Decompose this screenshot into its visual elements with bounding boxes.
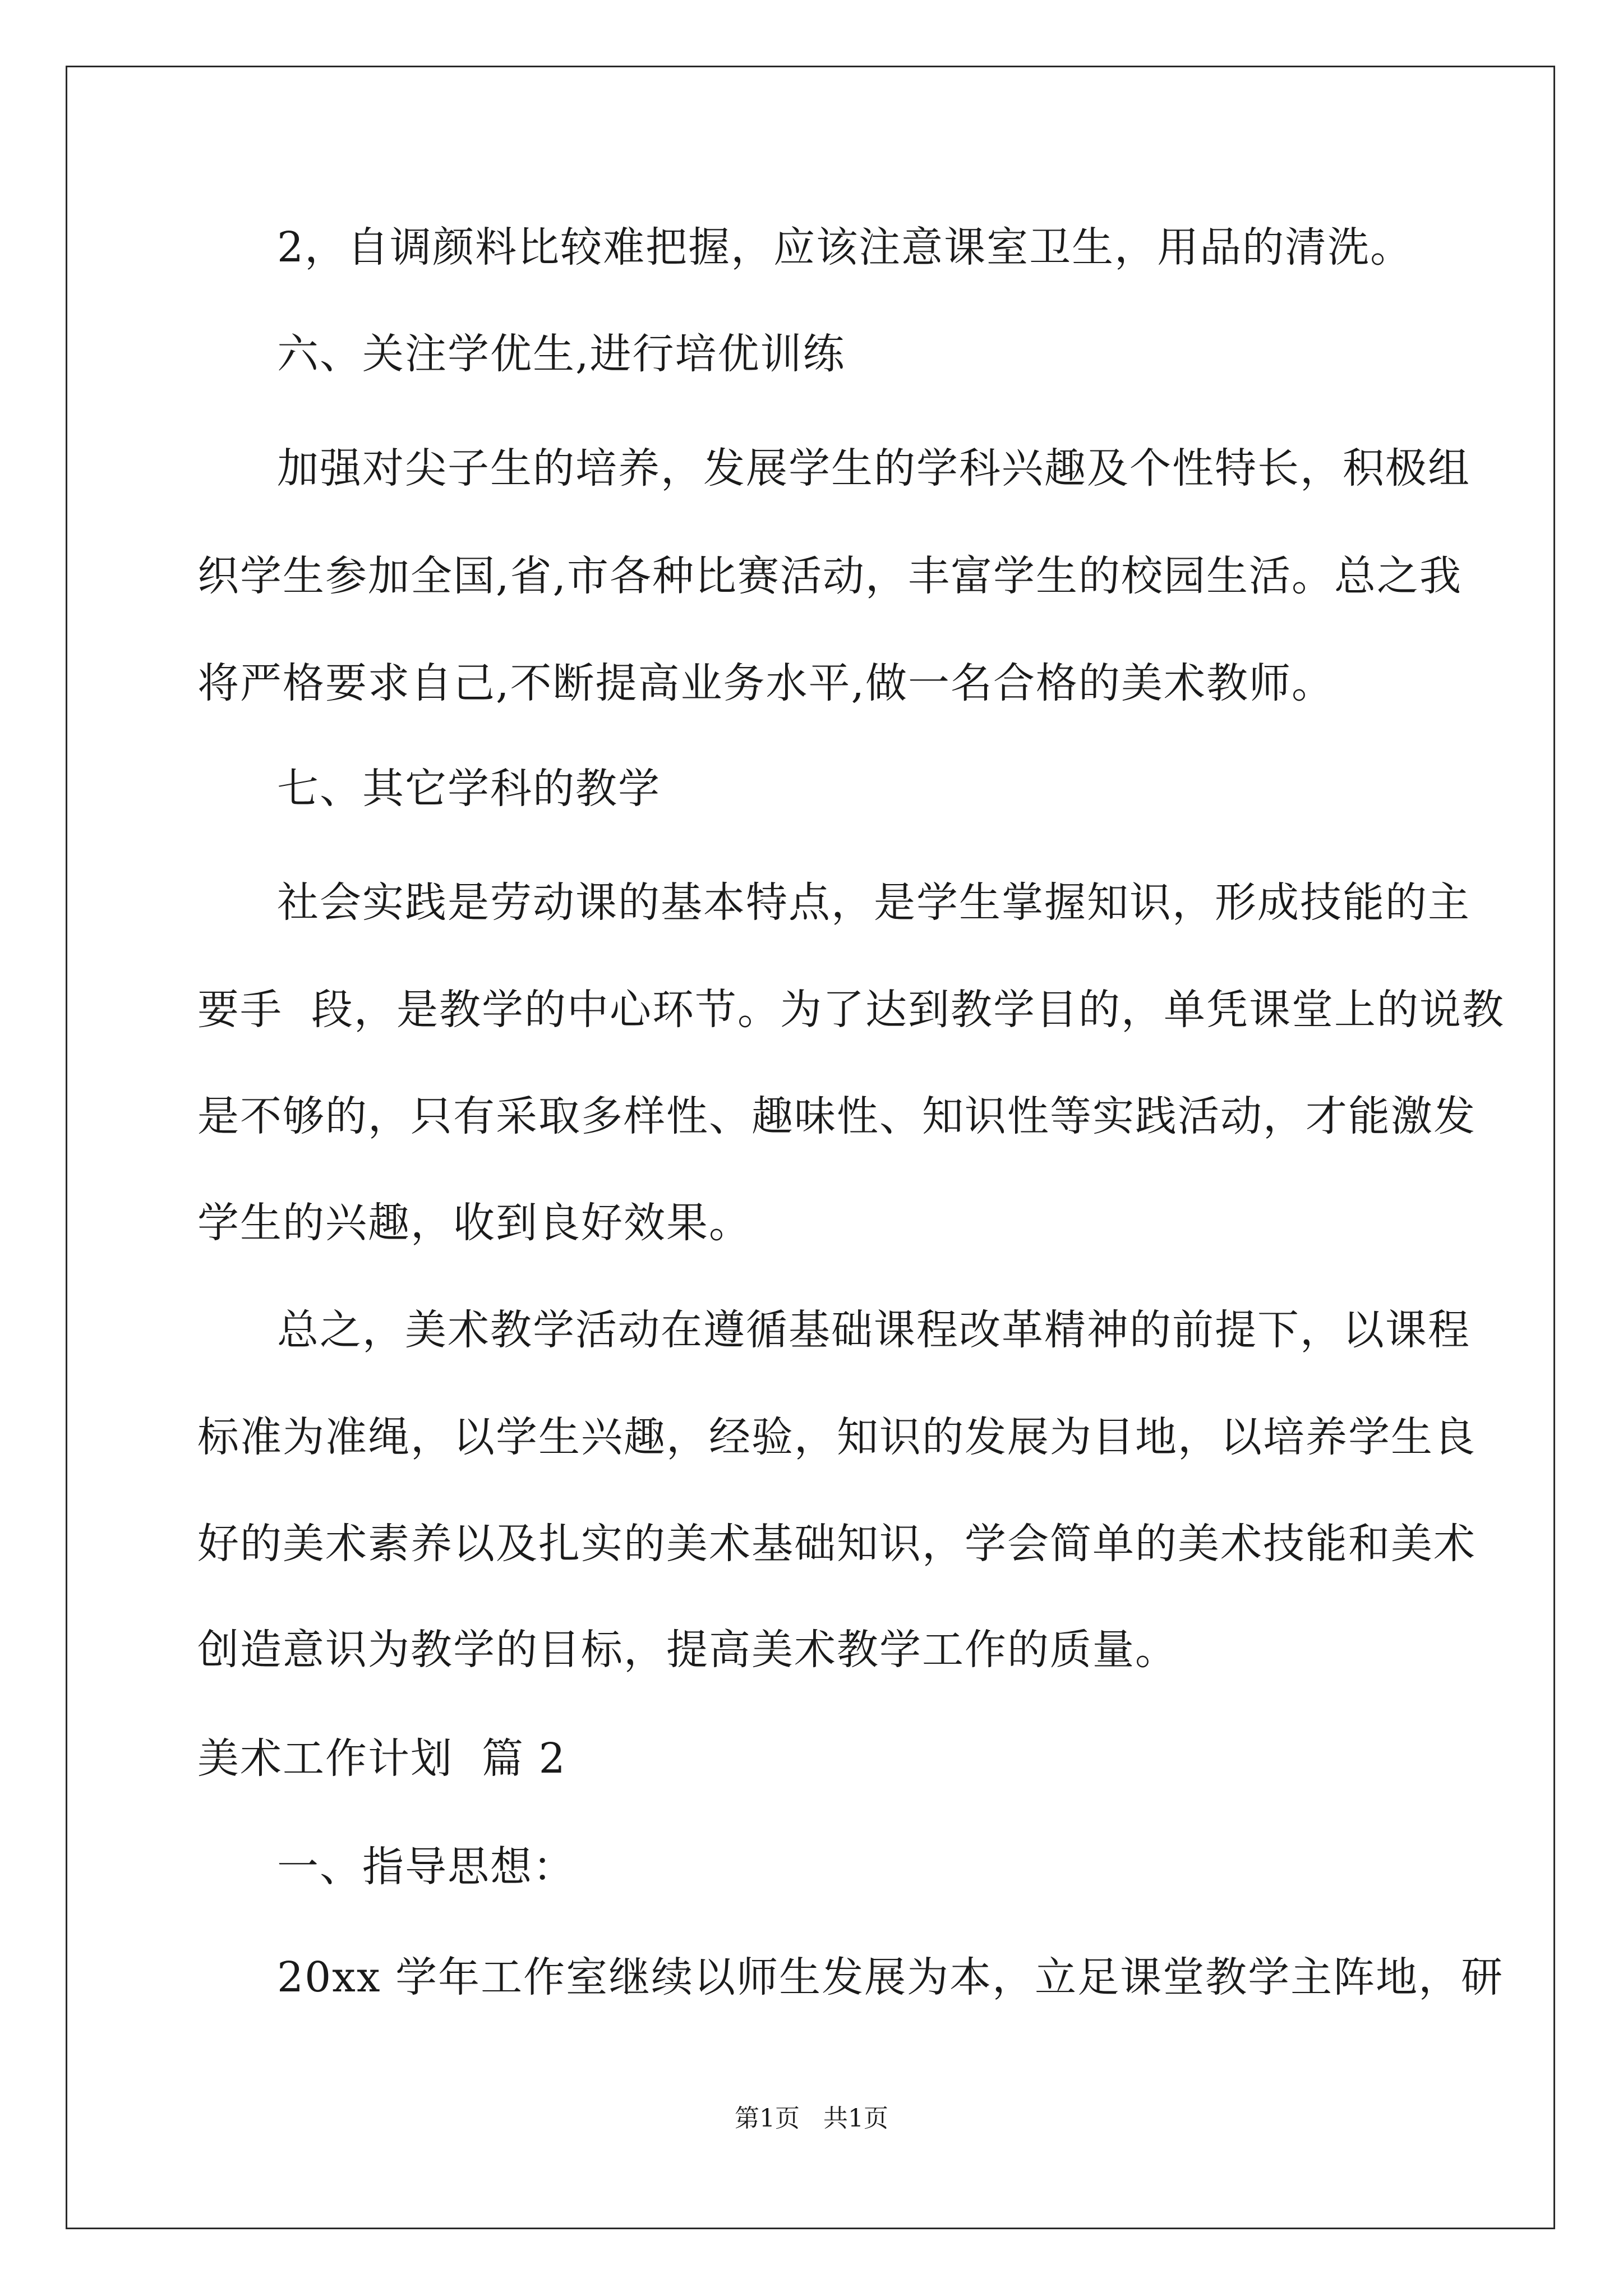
text-line: 总之，美术教学活动在遵循基础课程改革精神的前提下，以课程 xyxy=(277,1306,1470,1354)
text-line: 好的美术素养以及扎实的美术基础知识，学会简单的美术技能和美术 xyxy=(197,1520,1476,1568)
text-line: 20xx 学年工作室继续以师生发展为本，立足课堂教学主阵地，研 xyxy=(277,1953,1504,2001)
text-line: 创造意识为教学的目标，提高美术教学工作的质量。 xyxy=(197,1626,1178,1674)
text-line: 织学生参加全国,省,市各种比赛活动，丰富学生的校园生活。总之我 xyxy=(197,552,1463,600)
page-border xyxy=(66,66,1555,2229)
document-title: 美术工作计划 篇 2 xyxy=(197,1734,566,1783)
text-line: 加强对尖子生的培养，发展学生的学科兴趣及个性特长，积极组 xyxy=(277,444,1470,493)
text-line: 要手 段，是教学的中心环节。为了达到教学目的，单凭课堂上的说教 xyxy=(197,986,1505,1034)
page-footer: 第1页 共1页 xyxy=(735,2104,888,2133)
section-heading: 一、指导思想： xyxy=(277,1843,575,1891)
text-line: 将严格要求自己,不断提高业务水平,做一名合格的美术教师。 xyxy=(197,659,1335,707)
text-line: 2，自调颜料比较难把握，应该注意课室卫生，用品的清洗。 xyxy=(277,223,1413,272)
text-line: 是不够的，只有采取多样性、趣味性、知识性等实践活动，才能激发 xyxy=(197,1092,1476,1140)
section-heading: 六、关注学优生,进行培优训练 xyxy=(277,330,846,378)
text-line: 标准为准绳，以学生兴趣，经验，知识的发展为目地，以培养学生良 xyxy=(197,1413,1476,1461)
text-line: 学生的兴趣，收到良好效果。 xyxy=(197,1199,751,1247)
section-heading: 七、其它学科的教学 xyxy=(277,765,661,813)
text-line: 社会实践是劳动课的基本特点，是学生掌握知识，形成技能的主 xyxy=(277,878,1470,927)
